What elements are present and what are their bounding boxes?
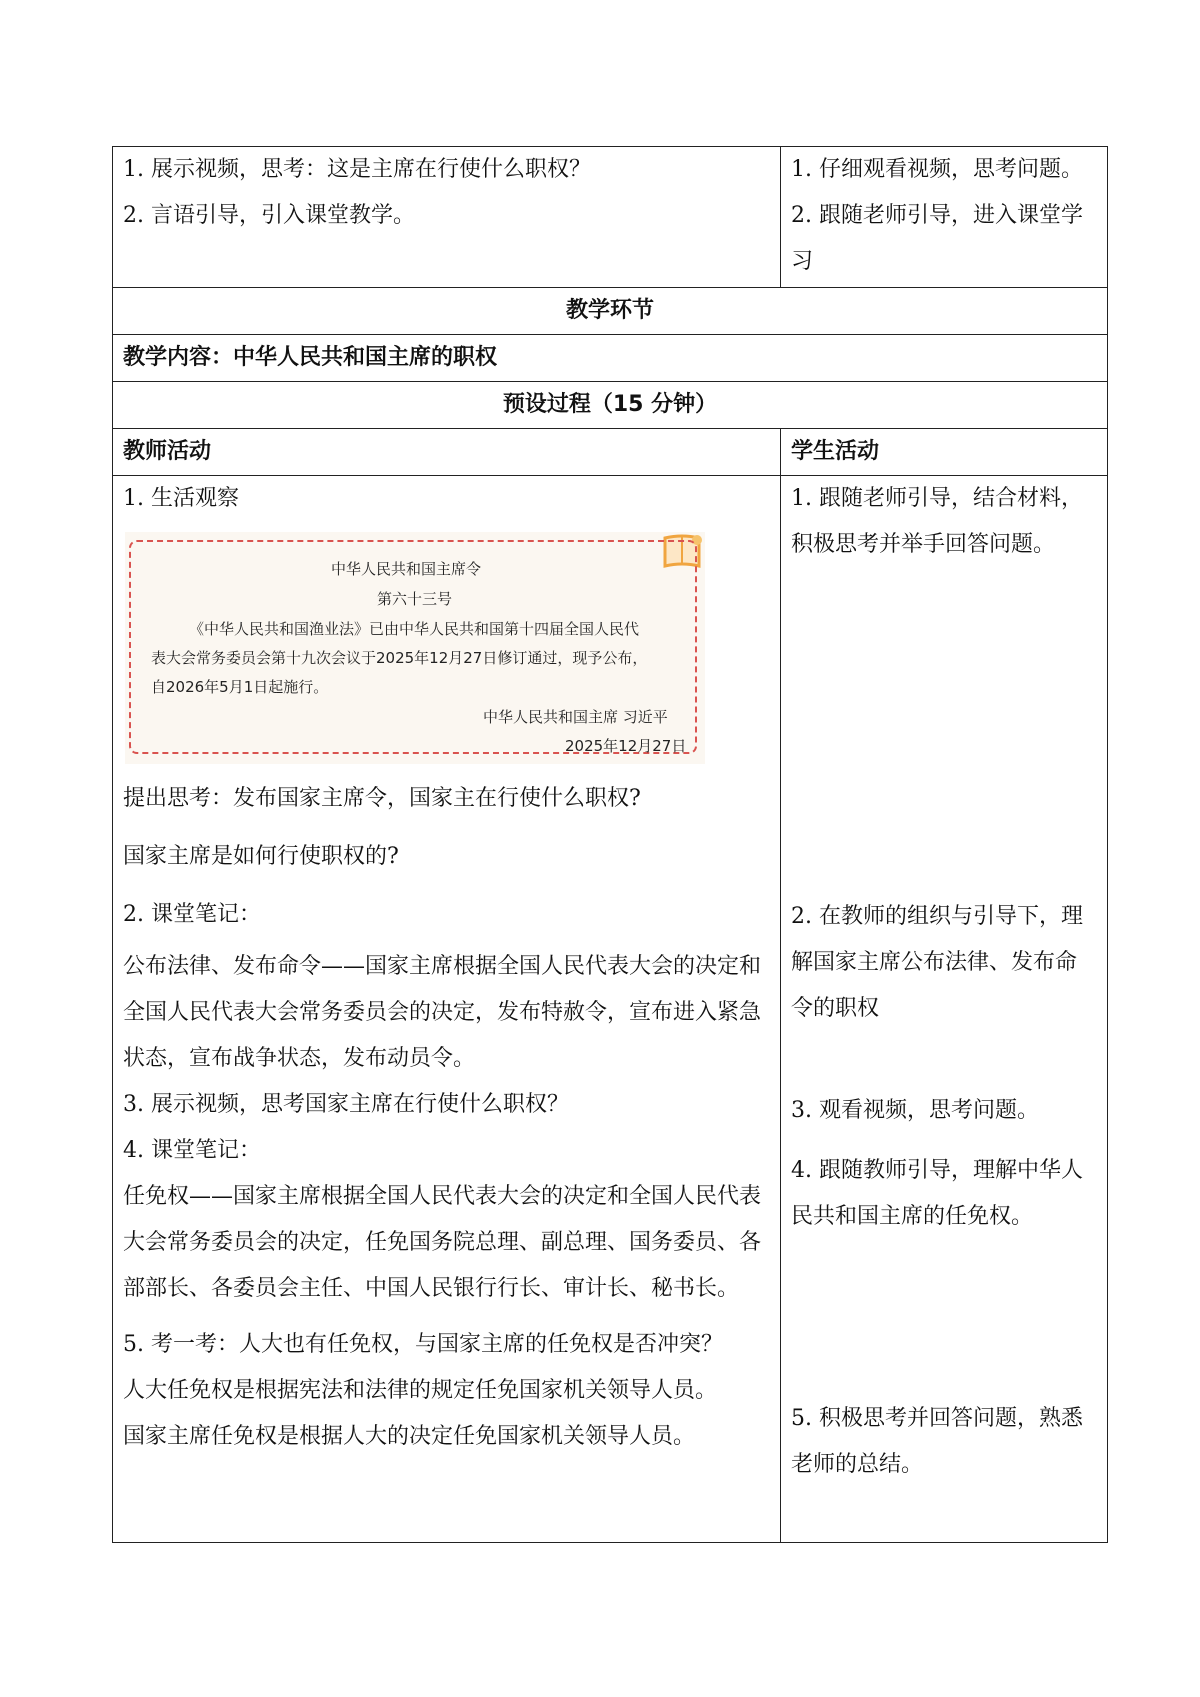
decree-frame bbox=[129, 540, 697, 754]
teacher-note-4: 任免权——国家主席根据全国人民代表大会的决定和全国人民代表大会常务委员会的决定，任免国务院总理、副总理、国务委员、各部部长、各委员会主任、中国人民银行行长、审计长、秘书长。 bbox=[123, 1184, 762, 1301]
intro-teacher-cell bbox=[113, 147, 781, 288]
teacher-answer: 人大任免权是根据宪法和法律的规定任免国家机关领导人员。 bbox=[123, 1378, 718, 1403]
decree-image bbox=[125, 532, 705, 764]
teacher-answer: 国家主席任免权是根据人大的决定任免国家机关领导人员。 bbox=[123, 1424, 696, 1449]
decree-title: 中华人民共和国主席令 bbox=[331, 560, 482, 578]
content-title-cell bbox=[113, 335, 1108, 382]
student-item-4: 4. 跟随教师引导，理解中华人民共和国主席的任免权。 bbox=[791, 1158, 1083, 1229]
student-header-cell bbox=[781, 429, 1108, 476]
intro-student-cell bbox=[781, 147, 1108, 288]
intro-row bbox=[113, 147, 1108, 288]
student-item-2: 2. 在教师的组织与引导下，理解国家主席公布法律、发布命令的职权 bbox=[791, 904, 1083, 1021]
teacher-question: 提出思考：发布国家主席令，国家主在行使什么职权? bbox=[123, 786, 641, 811]
student-item-1: 1. 跟随老师引导，结合材料，积极思考并举手回答问题。 bbox=[791, 486, 1083, 557]
decree-number: 第六十三号 bbox=[377, 590, 453, 608]
activity-row bbox=[113, 476, 1108, 1543]
intro-teacher-line: 2. 言语引导，引入课堂教学。 bbox=[123, 203, 415, 228]
decree-signer: 中华人民共和国主席 习近平 bbox=[483, 708, 668, 726]
student-item-3: 3. 观看视频，思考问题。 bbox=[791, 1098, 1039, 1123]
teacher-item-4: 4. 课堂笔记： bbox=[123, 1138, 261, 1163]
decree-body: 自2026年5月1日起施行。 bbox=[151, 678, 329, 696]
decree-body: 《中华人民共和国渔业法》已由中华人民共和国第十四届全国人民代 bbox=[189, 620, 640, 638]
decree-date: 2025年12月27日 bbox=[565, 737, 687, 755]
section-title-cell bbox=[113, 288, 1108, 335]
decree-body: 表大会常务委员会第十九次会议于2025年12月27日修订通过，现予公布， bbox=[151, 649, 648, 667]
teacher-question: 国家主席是如何行使职权的? bbox=[123, 844, 399, 869]
content-title-row bbox=[113, 335, 1108, 382]
process-title-cell bbox=[113, 382, 1108, 429]
student-item-5: 5. 积极思考并回答问题，熟悉老师的总结。 bbox=[791, 1406, 1083, 1477]
teacher-column-header: 教师活动 bbox=[123, 439, 212, 464]
process-title-row bbox=[113, 382, 1108, 429]
teacher-item-1: 1. 生活观察 bbox=[123, 486, 239, 511]
column-header-row bbox=[113, 429, 1108, 476]
intro-student-line: 2. 跟随老师引导，进入课堂学习 bbox=[791, 203, 1083, 274]
teacher-activity-cell bbox=[113, 476, 781, 1543]
section-title-row bbox=[113, 288, 1108, 335]
student-activity-cell bbox=[781, 476, 1108, 1543]
content-title: 教学内容：中华人民共和国主席的职权 bbox=[123, 345, 498, 370]
teacher-item-2: 2. 课堂笔记： bbox=[123, 902, 261, 927]
section-title: 教学环节 bbox=[565, 298, 654, 323]
student-column-header: 学生活动 bbox=[791, 439, 880, 464]
intro-student-line: 1. 仔细观看视频，思考问题。 bbox=[791, 157, 1083, 182]
student-activity-column bbox=[791, 476, 1097, 1542]
teacher-item-5: 5. 考一考：人大也有任免权，与国家主席的任免权是否冲突？ bbox=[123, 1332, 723, 1357]
lesson-plan-table bbox=[112, 146, 1108, 1543]
teacher-note-2: 公布法律、发布命令——国家主席根据全国人民代表大会的决定和全国人民代表大会常务委员会的决定，发布特赦令，宣布进入紧急状态，宣布战争状态，发布动员令。 bbox=[123, 954, 762, 1071]
intro-teacher-line: 1. 展示视频，思考：这是主席在行使什么职权？ bbox=[123, 157, 591, 182]
teacher-header-cell bbox=[113, 429, 781, 476]
teacher-item-3: 3. 展示视频，思考国家主席在行使什么职权？ bbox=[123, 1092, 569, 1117]
process-title: 预设过程（15 分钟） bbox=[502, 392, 718, 417]
